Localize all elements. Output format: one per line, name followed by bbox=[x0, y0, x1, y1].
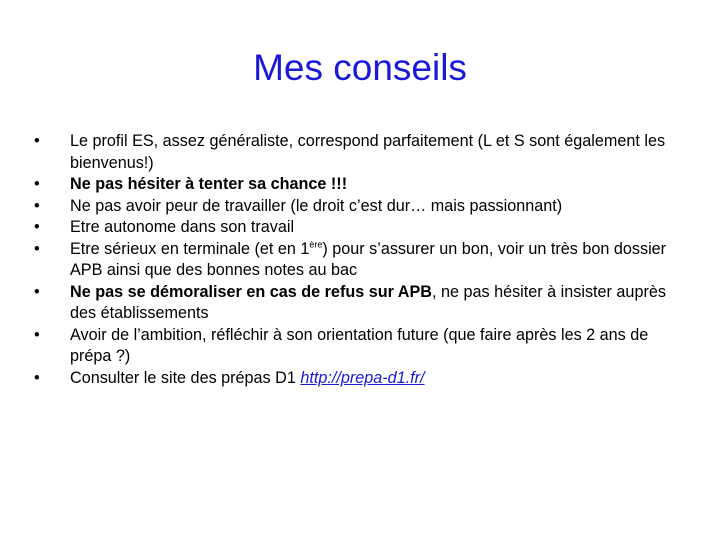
bullet-icon: • bbox=[34, 239, 40, 258]
superscript: ère bbox=[309, 239, 323, 250]
bullet-icon: • bbox=[34, 218, 40, 236]
list-item bbox=[34, 174, 694, 196]
bullet-icon: • bbox=[34, 368, 40, 387]
bullet-text: Ne pas avoir peur de travailler (le droit c’est dur… mais passionnant) bbox=[70, 196, 563, 215]
prepa-d1-link[interactable]: http://prepa-d1.fr/ bbox=[300, 368, 425, 387]
bullet-text: Avoir de l’ambition, réfléchir à son orientation future (que faire après les 2 ans de prépa ?) bbox=[70, 325, 649, 365]
bullet-list bbox=[34, 131, 694, 389]
list-item bbox=[34, 368, 694, 390]
bullet-text: Consulter le site des prépas D1 bbox=[70, 368, 301, 387]
list-item bbox=[34, 282, 694, 325]
list-item bbox=[34, 217, 694, 239]
bullet-text-start: Etre sérieux en terminale (et en 1 bbox=[70, 239, 310, 258]
bullet-icon: • bbox=[34, 282, 40, 301]
list-item bbox=[34, 239, 694, 282]
bullet-text-bold: Ne pas se démoraliser en cas de refus sur APB bbox=[70, 282, 432, 301]
bullet-text: Etre autonome dans son travail bbox=[70, 218, 295, 236]
bullet-text-end: ) pour s’assurer un bon, voir un très bon dossier APB ainsi que des bonnes notes au bac bbox=[70, 239, 667, 279]
list-item bbox=[34, 196, 694, 218]
bullet-text: Le profil ES, assez généraliste, correspond parfaitement (L et S sont également les bienvenus!) bbox=[70, 132, 666, 172]
list-item bbox=[34, 131, 694, 174]
bullet-icon: • bbox=[34, 175, 40, 193]
bullet-icon: • bbox=[34, 132, 40, 150]
bullet-icon: • bbox=[34, 196, 40, 215]
slide-title: Mes conseils bbox=[253, 47, 467, 88]
bullet-icon: • bbox=[34, 325, 40, 344]
bullet-text: Ne pas hésiter à tenter sa chance !!! bbox=[70, 175, 348, 193]
bullet-text-rest: , ne pas hésiter à insister auprès des établissements bbox=[70, 282, 666, 322]
list-item bbox=[34, 325, 694, 368]
